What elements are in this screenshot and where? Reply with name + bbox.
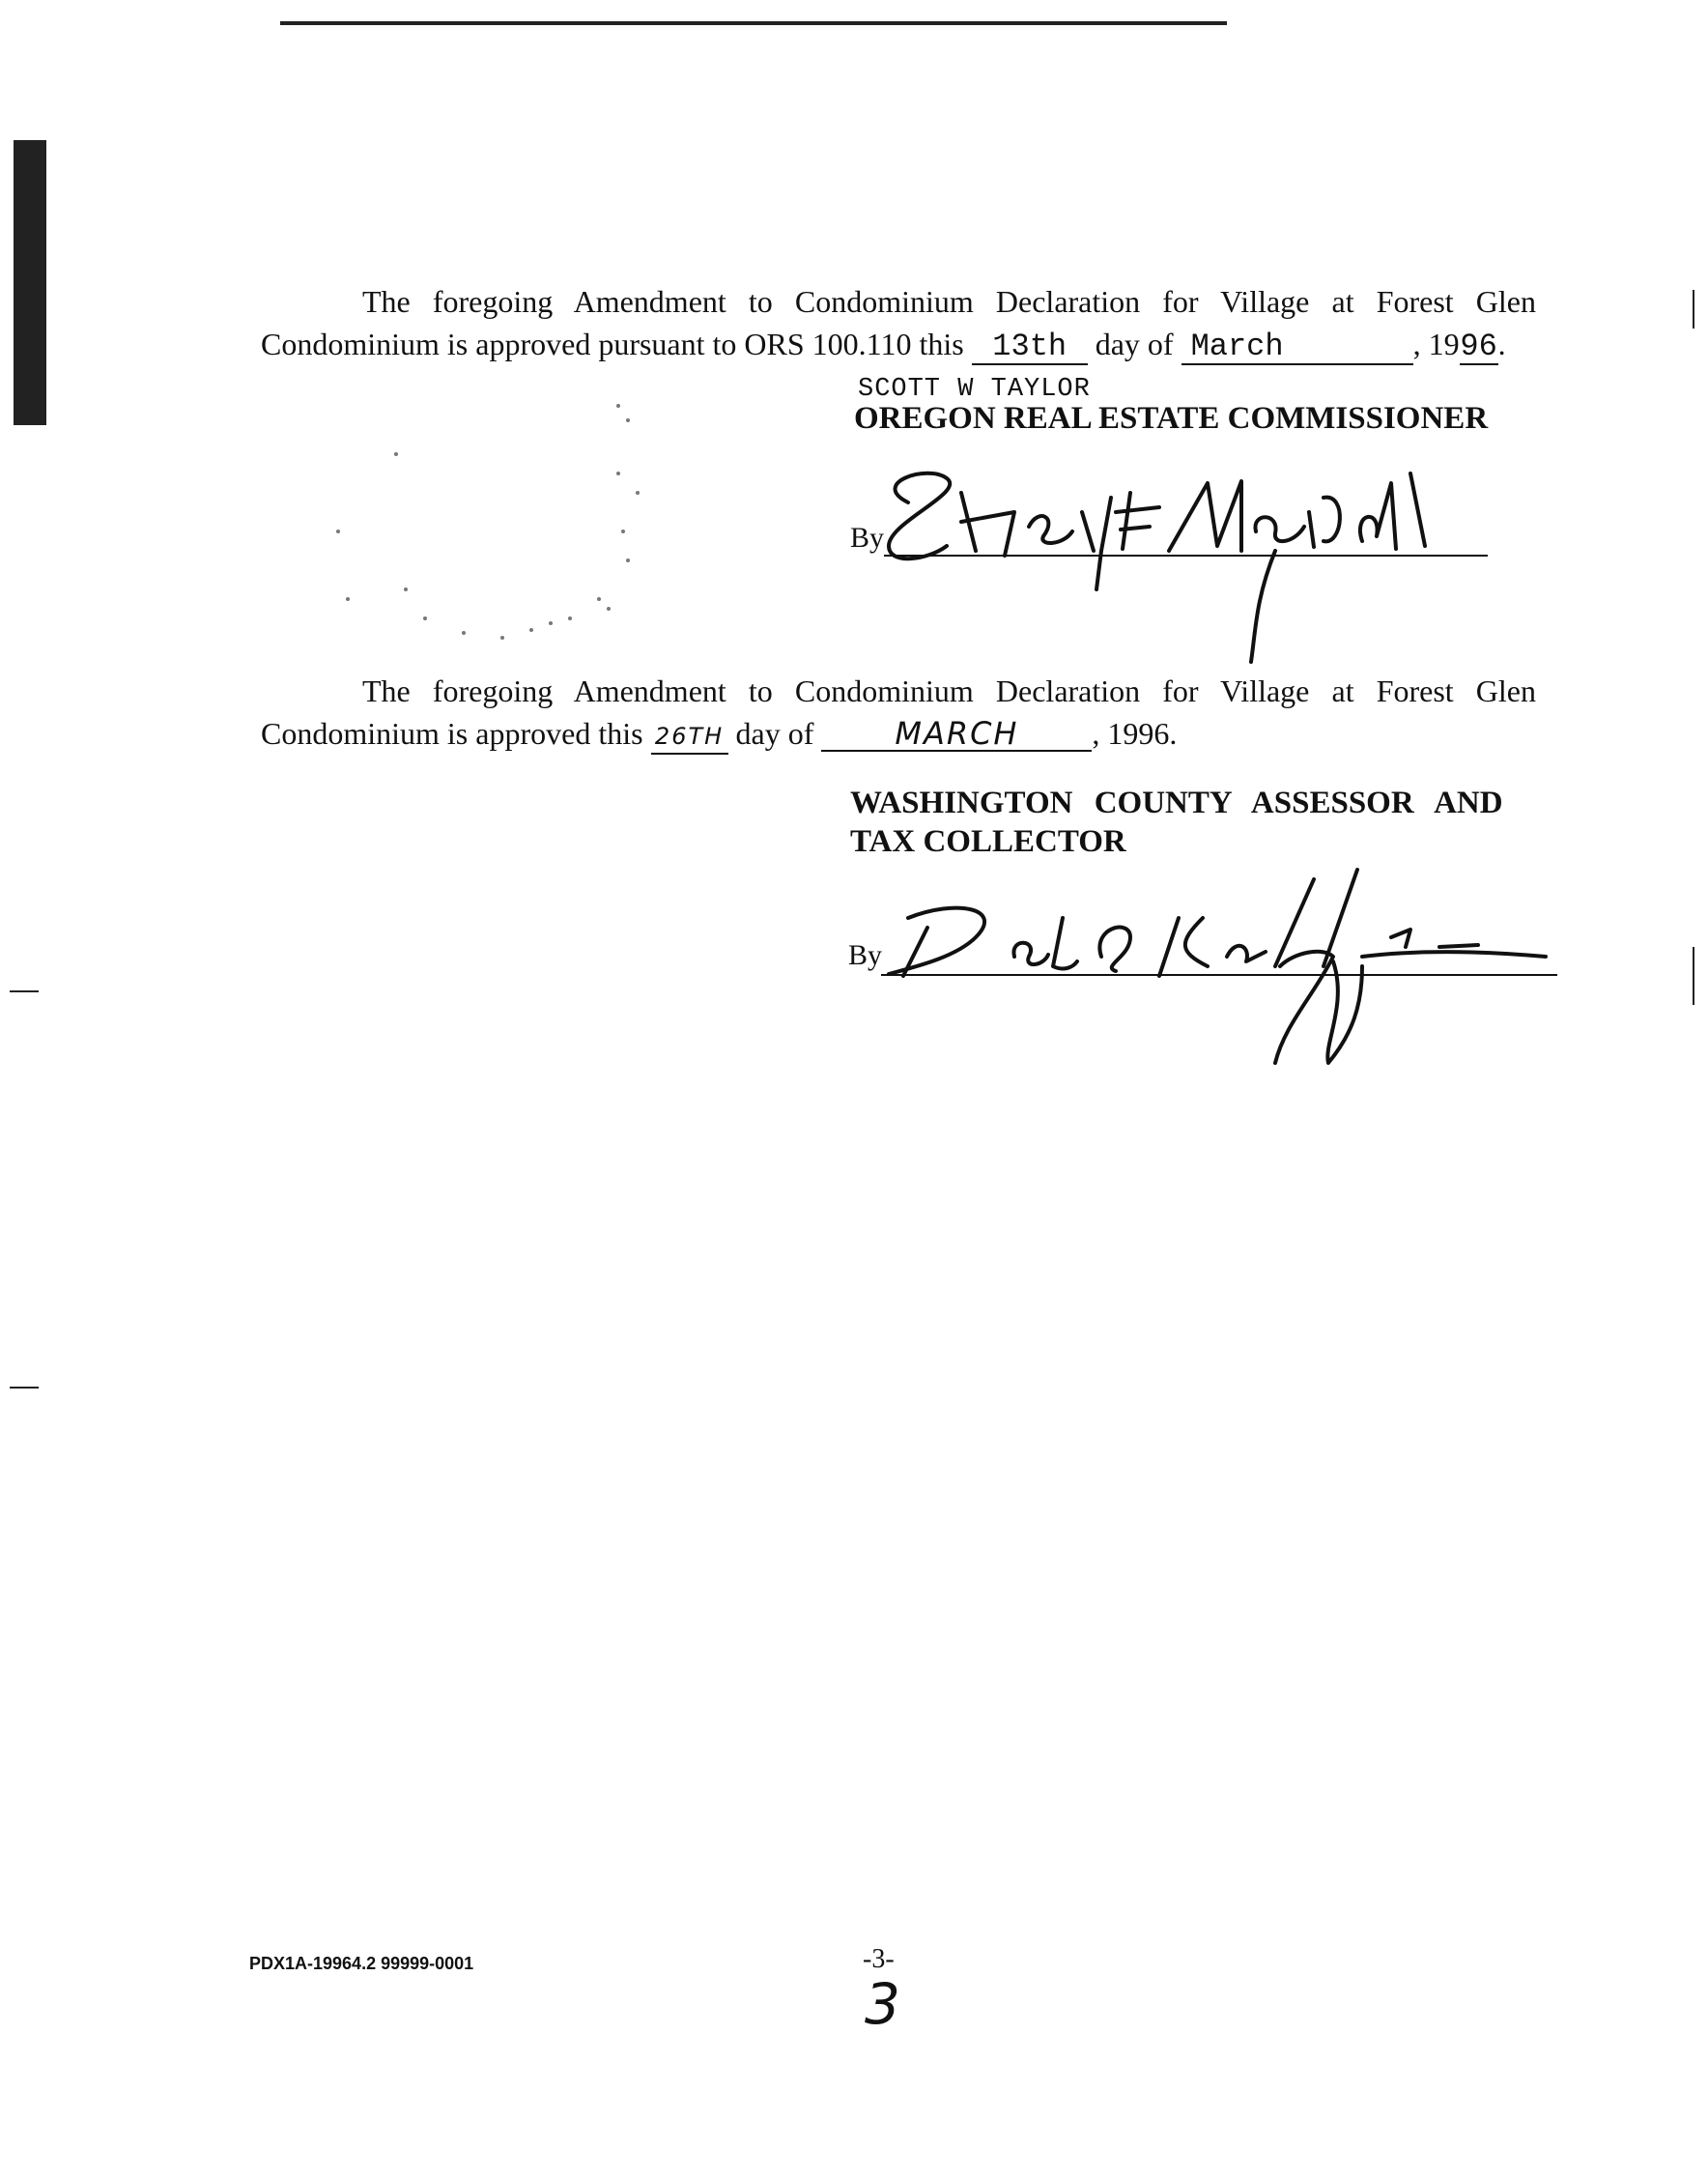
assessor-month-field: MARCH	[821, 717, 1092, 752]
assessor-day-field: 26TH	[651, 720, 728, 755]
scan-top-rule	[280, 21, 1227, 25]
assessor-by-label: By	[848, 939, 883, 971]
approval-month-field: March	[1181, 330, 1413, 365]
seal-impression	[309, 377, 696, 667]
scan-right-mark	[1693, 947, 1694, 1005]
assessor-title-line1	[850, 785, 1526, 821]
end-punct: .	[1497, 327, 1506, 361]
assessor-approval-text: The foregoing Amendment to Condominium Declaration for Village at Forest Glen Condominium is approved this	[261, 673, 1536, 751]
day-of-label: day of	[1095, 327, 1174, 361]
scan-left-bar	[14, 140, 46, 425]
approval-year-field: 96	[1460, 329, 1497, 364]
assessor-approval-paragraph	[261, 670, 1536, 755]
assessor-year-text: , 1996.	[1092, 716, 1178, 751]
scan-left-mark	[10, 1387, 39, 1389]
year-prefix: , 19	[1412, 327, 1460, 361]
commissioner-typed-name: SCOTT W TAYLOR	[858, 375, 1091, 404]
assessor-title-line2: TAX COLLECTOR	[850, 824, 1126, 859]
scan-left-mark	[10, 990, 39, 992]
commissioner-title: OREGON REAL ESTATE COMMISSIONER	[854, 401, 1489, 436]
page-number: -3-	[863, 1944, 895, 1974]
commissioner-by-label: By	[850, 522, 885, 554]
handwritten-page-number: 3	[865, 1971, 902, 2037]
assessor-title-line1-text: WASHINGTON COUNTY ASSESSOR AND	[850, 786, 1503, 820]
approval-text: The foregoing Amendment to Condominium Declaration for Village at Forest Glen Condominium is approved pursuant to ORS 100.110 this	[261, 284, 1536, 361]
document-id: PDX1A-19964.2 99999-0001	[249, 1954, 474, 1973]
approval-day-field: 13th	[972, 330, 1088, 365]
commissioner-approval-paragraph	[261, 280, 1536, 365]
assessor-signature	[869, 860, 1565, 1073]
scan-right-mark	[1693, 290, 1694, 329]
commissioner-signature	[869, 454, 1468, 667]
assessor-day-of-label: day of	[735, 716, 814, 751]
